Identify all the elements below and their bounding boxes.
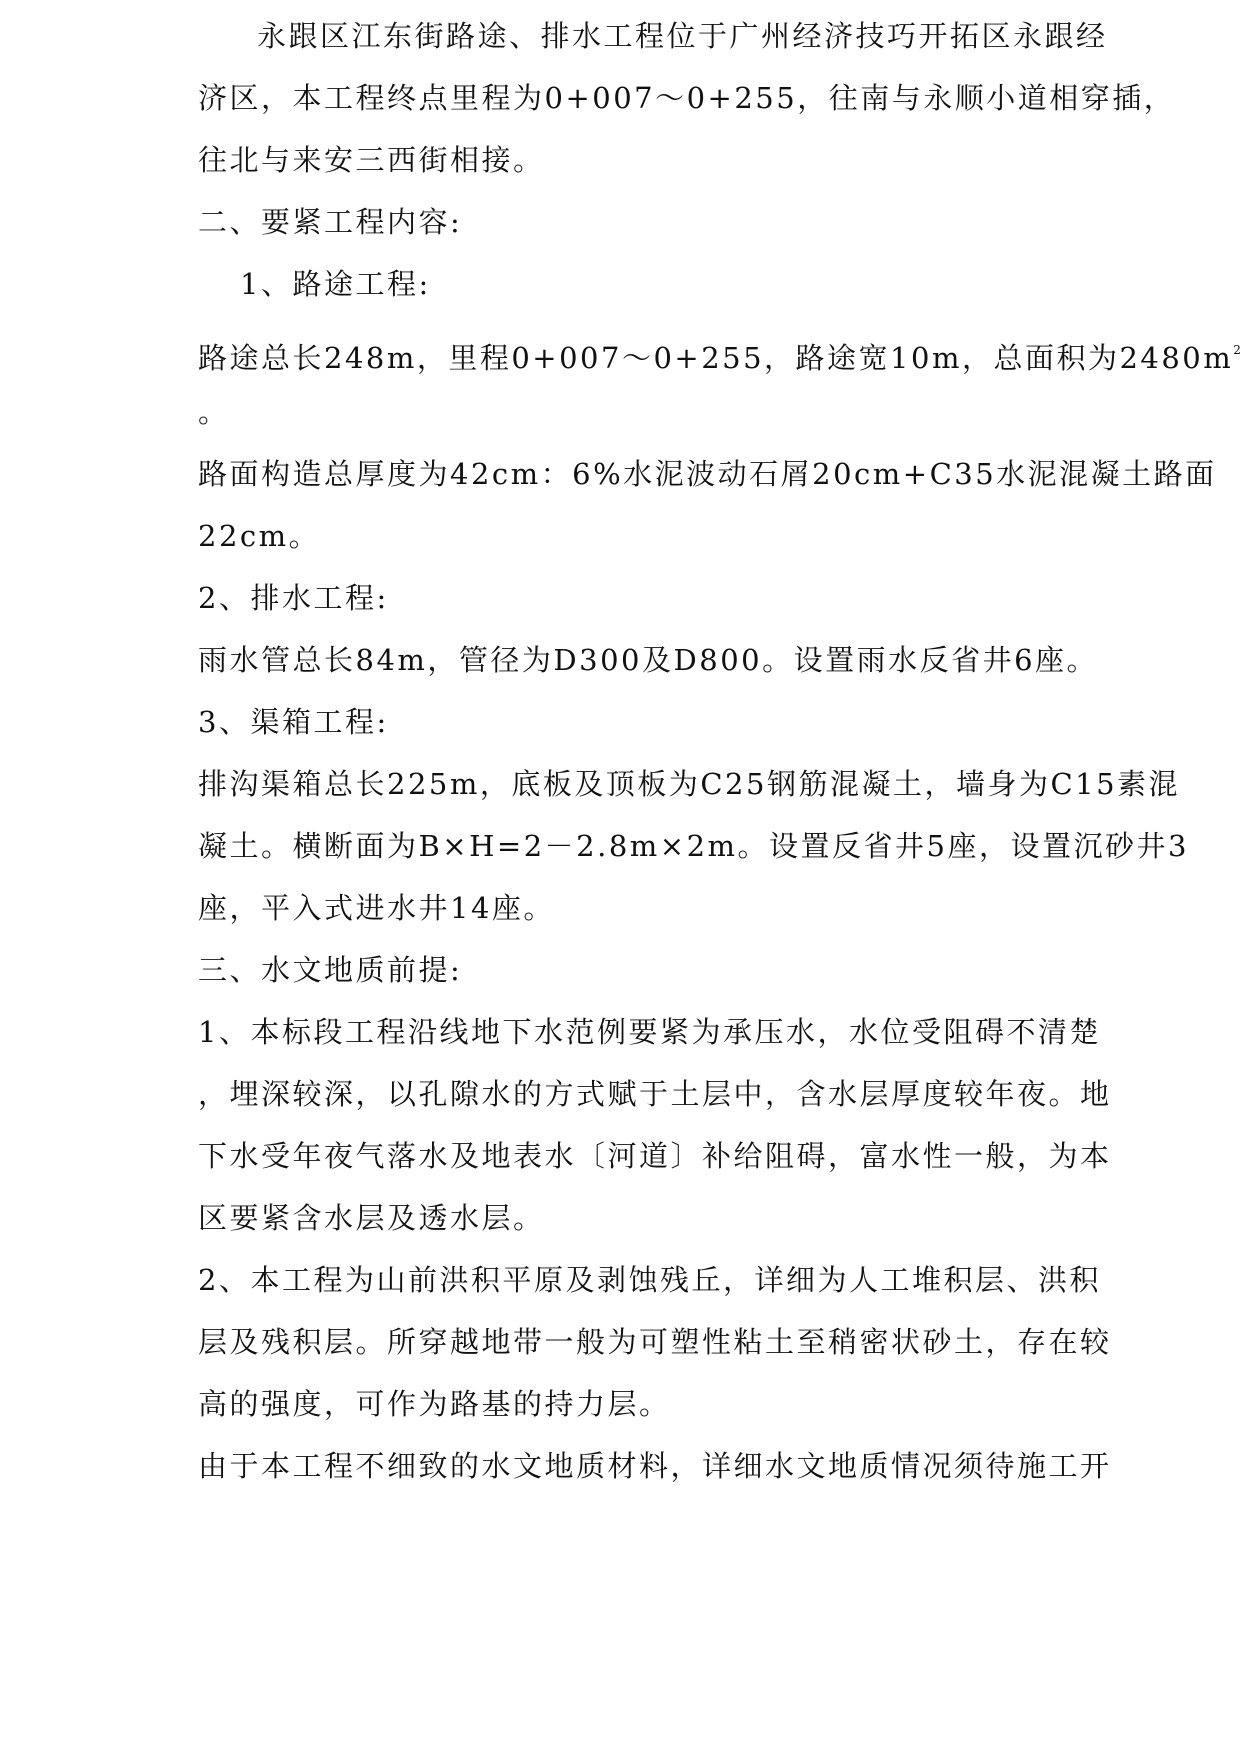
section-heading-main-works: 二、要紧工程内容:	[198, 205, 463, 239]
hydrogeology-note-line-1: 由于本工程不细致的水文地质材料，详细水文地质情况须待施工开	[198, 1449, 1112, 1483]
road-length-text	[198, 333, 1241, 375]
subheading-drainage-works: 2、排水工程:	[198, 581, 389, 615]
road-length-period: 。	[198, 395, 230, 429]
culvert-description-line-2: 凝土。横断面为B×H=2－2.8m×2m。设置反省井5座，设置沉砂井3	[198, 829, 1189, 863]
section-heading-hydrogeology: 三、水文地质前提:	[198, 953, 463, 987]
paragraph-intro-line-3: 往北与来安三西街相接。	[198, 143, 545, 177]
superscript-square: 2	[1233, 343, 1241, 357]
hydrogeology-item-1-line-1: 1、本标段工程沿线地下水范例要紧为承压水，水位受阻碍不清楚	[198, 1015, 1101, 1049]
hydrogeology-item-1-line-3: 下水受年夜气落水及地表水〔河道〕补给阻碍，富水性一般，为本	[198, 1139, 1112, 1173]
hydrogeology-item-2-line-3: 高的强度，可作为路基的持力层。	[198, 1387, 671, 1421]
paragraph-intro-line-1: 永跟区江东街路途、排水工程位于广州经济技巧开拓区永跟经	[257, 19, 1108, 53]
drainage-description: 雨水管总长84m，管径为D300及D800。设置雨水反省井6座。	[198, 643, 1099, 677]
road-length-line: 路途总长248m，里程0+007～0+255，路途宽10m，总面积为2480m	[198, 341, 1234, 375]
subheading-road-works: 1、路途工程:	[240, 267, 431, 301]
paragraph-intro-line-2: 济区，本工程终点里程为0+007～0+255，往南与永顺小道相穿插，	[198, 81, 1176, 115]
hydrogeology-item-2-line-2: 层及残积层。所穿越地带一般为可塑性粘土至稍密状砂土，存在较	[198, 1325, 1112, 1359]
subheading-culvert-works: 3、渠箱工程:	[198, 705, 389, 739]
hydrogeology-item-2-line-1: 2、本工程为山前洪积平原及剥蚀残丘，详细为人工堆积层、洪积	[198, 1263, 1101, 1297]
hydrogeology-item-1-line-2: ，埋深较深，以孔隙水的方式赋于土层中，含水层厚度较年夜。地	[198, 1077, 1112, 1111]
hydrogeology-item-1-line-4: 区要紧含水层及透水层。	[198, 1201, 545, 1235]
pavement-structure-line-1: 路面构造总厚度为42cm：6%水泥波动石屑20cm+C35水泥混凝土路面	[198, 457, 1217, 491]
culvert-description-line-1: 排沟渠箱总长225m，底板及顶板为C25钢筋混凝土，墙身为C15素混	[198, 767, 1181, 801]
culvert-description-line-3: 座，平入式进水井14座。	[198, 891, 555, 925]
pavement-structure-line-2: 22cm。	[198, 519, 321, 553]
